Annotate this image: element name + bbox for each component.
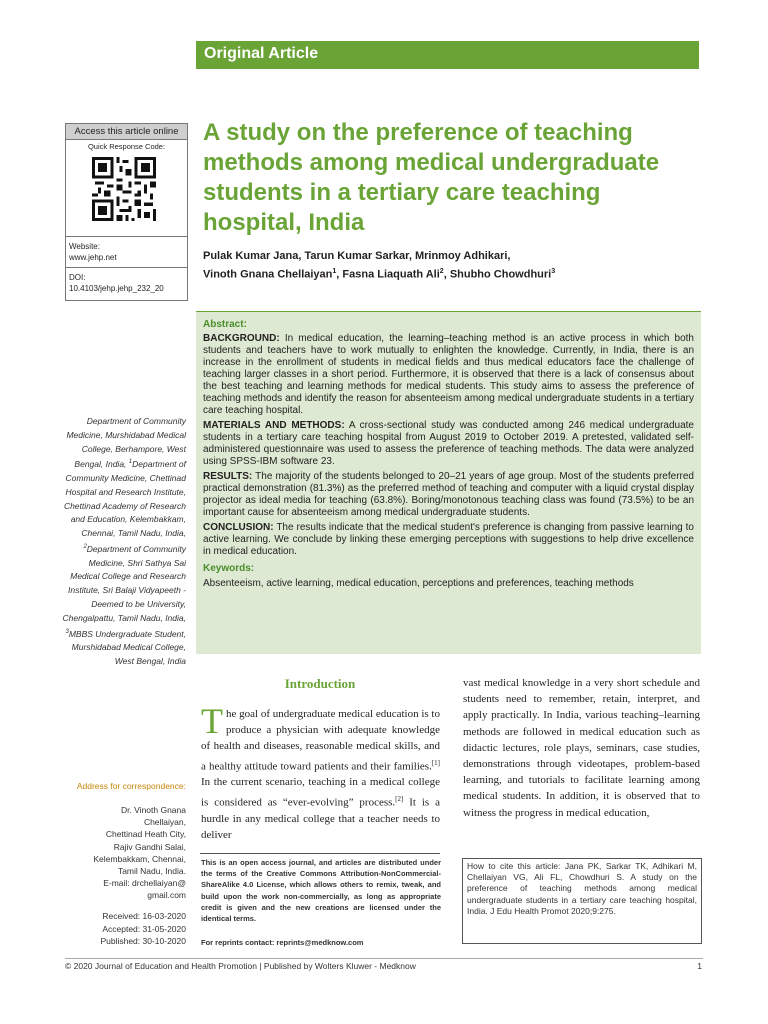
reprints-contact: For reprints contact: reprints@medknow.com [201, 938, 364, 947]
body-text: he goal of undergraduate medical education is to produce a physician with adequate knowledge of health and diseases, reasonable medical skills, and a healthy attitude toward patients and their families. [201, 708, 440, 773]
open-access-rule [200, 853, 440, 854]
abstract-methods [203, 420, 694, 468]
open-access-notice: This is an open access journal, and articles are distributed under the terms of the Creative Commons Attribution-NonCommercial-ShareAlike 4.0 License, which allows others to remix, tweak, and build upon the work non-commercially, as long as appropriate credit is given and the new creations are licensed under the identical terms. [201, 858, 441, 924]
qr-code-icon[interactable] [92, 157, 156, 221]
access-divider [66, 236, 187, 237]
article-dates [60, 910, 186, 948]
introduction-heading: Introduction [284, 676, 356, 691]
abstract-methods-label: MATERIALS AND METHODS: [203, 420, 345, 431]
author-name: , Fasna Liaquath Ali [336, 268, 440, 281]
drop-cap: T [201, 701, 223, 741]
correspondence-address [60, 804, 186, 902]
abstract-conclusion [203, 522, 694, 558]
authors-line-1: Pulak Kumar Jana, Tarun Kumar Sarkar, Mrinmoy Adhikari, [203, 250, 511, 262]
abstract-conclusion-text: The results indicate that the medical student's preference is changing from passive learning to active learning. We conclude by linking these emerging perceptions with suggestions to help drive excellence in medical education. [203, 522, 694, 557]
abstract-results [203, 471, 694, 519]
affiliation-superscript: 3 [551, 268, 556, 275]
affiliation-superscript: 1 [128, 459, 133, 466]
body-text: In the current scenario, teaching in a medical college is considered as “ever-evolving” process. [201, 776, 440, 809]
how-to-cite-box: How to cite this article: Jana PK, Sarkar TK, Adhikari M, Chellaiyan VG, Ali FL, Chowdhuri S. A study on the preference of teaching methods among medical undergraduate students in a tertiary care teaching hospital, India. J Edu Health Promot 2020;9:275. [462, 858, 702, 944]
abstract-results-label: RESULTS: [203, 471, 253, 482]
introduction-column-1 [201, 701, 440, 843]
abstract-background-text: In medical education, the learning–teaching method is an active process in which both students and teachers have to work mutually to enlighten the knowledge. Currently, in India, there is an increase in the enrollment of students in medical fields and thus medical educators face the challenge of teaching larger classes in a short period. Furthermore, it is observed that there is a lack of consensus about the best teaching and learning methods for medical students. This study aims to assess the preference of teaching methods and identify the reason for absenteeism among medical undergraduate students in a tertiary care teaching hospital. [203, 333, 694, 416]
affiliation-text: Department of Community Medicine, Murshidabad Medical College, Berhampore, West Bengal, India, [66, 416, 186, 470]
correspondence-line: Kelembakkam, Chennai, [93, 853, 186, 864]
affiliation-superscript: 2 [83, 544, 87, 550]
affiliation-text: Department of Community Medicine, Shri Sathya Sai Medical College and Research Institute, Sri Balaji Vidyapeeth - Deemed to be University, Chengalpattu, Tamil Nadu, India, [62, 543, 186, 623]
affiliation-superscript: 3 [65, 628, 69, 635]
body-text: It is a hurdle in any medical college that a teacher needs to deliver [201, 796, 440, 841]
article-type-label: Original Article [204, 45, 319, 62]
correspondence-email[interactable]: E-mail: drchellaiyan@ [103, 878, 186, 889]
affiliation-text: Department of Community Medicine, Chettinad Hospital and Research Institute, Chettinad Academy of Research and Education, Kelembakkam, Chennai, Tamil Nadu, India, [63, 459, 186, 539]
page-number: 1 [697, 961, 702, 971]
correspondence-line: Chellaiyan, [143, 817, 186, 828]
received-date: Received: 16-03-2020 [102, 911, 186, 921]
access-divider [66, 267, 187, 268]
abstract-box [196, 312, 701, 654]
affiliation-text: MBBS Undergraduate Student, Murshidabad Medical College, West Bengal, India [68, 628, 186, 667]
abstract-heading: Abstract: [203, 319, 247, 330]
access-box-title: Access this article online [66, 124, 187, 140]
reference-link[interactable]: [2] [395, 794, 404, 803]
doi-label: DOI: [69, 273, 86, 282]
affiliations [60, 415, 186, 669]
article-title: A study on the preference of teaching methods among medical undergraduate students in a tertiary care teaching hospital, India [203, 119, 660, 236]
footer-text: © 2020 Journal of Education and Health Promotion | Published by Wolters Kluwer - Medknow [65, 961, 416, 971]
abstract-methods-text: A cross-sectional study was conducted among 246 medical undergraduate students in a tertiary care teaching hospital from August 2019 to October 2019. A pretested, validated self-administered questionnaire was used to assess the preference of teaching methods. The data were analyzed using SPSS-IBM software 23. [203, 420, 694, 467]
correspondence-heading: Address for correspondence: [76, 781, 186, 791]
abstract-background [203, 333, 694, 417]
author-name: Vinoth Gnana Chellaiyan [203, 268, 333, 281]
keywords-list: Absenteeism, active learning, medical education, perceptions and preferences, teaching methods [203, 578, 634, 589]
abstract-conclusion-label: CONCLUSION: [203, 522, 274, 533]
published-date: Published: 30-10-2020 [100, 936, 186, 946]
footer-rule [65, 958, 703, 959]
website-link[interactable]: www.jehp.net [69, 253, 117, 262]
abstract-background-label: BACKGROUND: [203, 333, 280, 344]
reference-link[interactable]: [1] [431, 758, 440, 767]
affiliation-superscript: 2 [439, 268, 444, 275]
correspondence-line: Dr. Vinoth Gnana [120, 805, 186, 815]
correspondence-line: Chettinad Heath City, [105, 829, 186, 840]
accepted-date: Accepted: 31-05-2020 [102, 923, 186, 934]
doi-link[interactable]: 10.4103/jehp.jehp_232_20 [69, 284, 164, 293]
author-name: , Shubho Chowdhuri [443, 268, 552, 281]
access-box [65, 123, 188, 301]
introduction-column-2: vast medical knowledge in a very short schedule and students need to remember, retain, interpret, and apply practically. In India, various teaching–learning methods are followed in medical education such as didactic lectures, role plays, seminars, case studies, demonstrations through videotapes, problem-based learning, and tutorials to facilitate learning among medical students. In addition, it is observed that to witness the progress in medical education, [463, 677, 700, 819]
correspondence-email[interactable]: gmail.com [147, 890, 186, 901]
correspondence-line: Tamil Nadu, India. [117, 866, 186, 877]
abstract-results-text: The majority of the students belonged to 20–21 years of age group. Most of the students preferred practical demonstration (81.3%) as the preferred method of teaching and computer with a liquid crystal display projector as ideal media for teaching (63.8%). Boring/monotonous teaching class was found (73.5%) to be an important cause for absenteeism among medical undergraduate students. [203, 471, 694, 518]
article-type-banner [196, 41, 699, 69]
qr-label: Quick Response Code: [87, 142, 166, 151]
author-list [203, 248, 703, 283]
correspondence-line: Rajiv Gandhi Salai, [113, 841, 186, 852]
website-label: Website: [69, 242, 100, 251]
keywords-heading: Keywords: [203, 563, 255, 574]
affiliation-superscript: 1 [332, 268, 337, 275]
